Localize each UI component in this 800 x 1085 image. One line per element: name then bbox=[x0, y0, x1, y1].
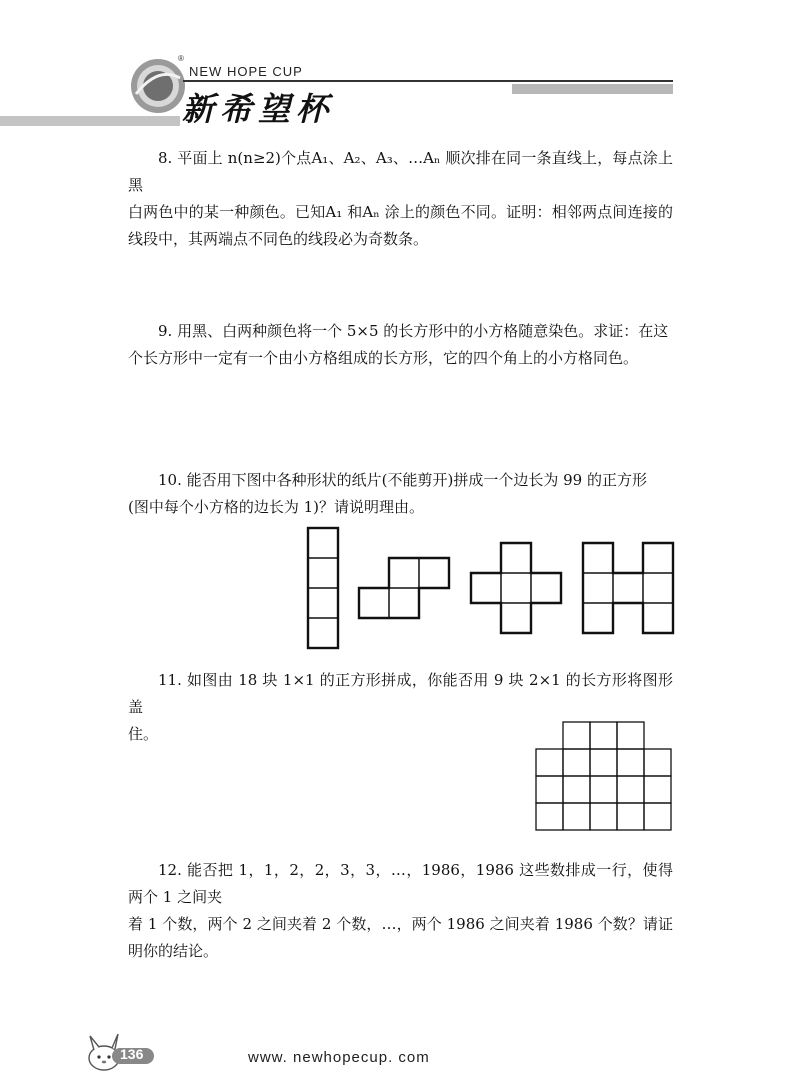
problem-11-line1: 11. 如图由 18 块 1×1 的正方形拼成，你能否用 9 块 2×1 的长方形将图形盖 bbox=[128, 671, 673, 716]
shape-h-octomino bbox=[583, 543, 673, 633]
problem-9-line1: 9. 用黑、白两种颜色将一个 5×5 的长方形中的小方格随意染色。求证：在这 bbox=[158, 322, 669, 340]
problem-8-rest: 白两色中的某一种颜色。已知A₁ 和Aₙ 涂上的颜色不同。证明：相邻两点间连接的线段中，其两端点不同色的线段必为奇数条。 bbox=[128, 203, 673, 248]
problem-9-rest: 个长方形中一定有一个由小方格组成的长方形，它的四个角上的小方格同色。 bbox=[128, 349, 639, 367]
problem-10-shapes-figure bbox=[300, 525, 680, 651]
problem-10-rest: (图中每个小方格的边长为 1)？请说明理由。 bbox=[128, 498, 425, 516]
problem-9 bbox=[128, 318, 673, 372]
new-hope-cup-logo bbox=[128, 56, 188, 116]
problem-12-line1: 12. 能否把 1，1，2，2，3，3，…，1986，1986 这些数排成一行，使得两个 1 之间夹 bbox=[128, 861, 673, 906]
problem-8 bbox=[128, 145, 673, 253]
page-number: 136 bbox=[120, 1046, 144, 1062]
problem-12 bbox=[128, 857, 673, 965]
problem-10 bbox=[128, 467, 673, 521]
header-gray-bar bbox=[512, 84, 673, 94]
shape-straight-tetromino bbox=[308, 528, 338, 648]
footer-url: www. newhopecup. com bbox=[248, 1049, 430, 1066]
problem-11-rest: 住。 bbox=[128, 725, 159, 743]
problem-10-line1: 10. 能否用下图中各种形状的纸片(不能剪开)拼成一个边长为 99 的正方形 bbox=[158, 471, 647, 489]
registered-mark: ® bbox=[178, 54, 184, 63]
problem-8-line1: 8. 平面上 n(n≥2)个点A₁、A₂、A₃、…Aₙ 顺次排在同一条直线上，每点涂上黑 bbox=[128, 149, 673, 194]
header-chinese-title: 新希望杯 bbox=[182, 90, 335, 128]
header-left-bar bbox=[0, 116, 180, 126]
problem-11-grid-figure bbox=[535, 720, 677, 834]
header-rule bbox=[183, 80, 673, 82]
shape-cross-hexomino bbox=[471, 543, 561, 633]
problem-12-rest: 着 1 个数，两个 2 之间夹着 2 个数，…，两个 1986 之间夹着 1986 个数？请证明你的结论。 bbox=[128, 915, 673, 960]
header-english-title: NEW HOPE CUP bbox=[189, 64, 303, 79]
